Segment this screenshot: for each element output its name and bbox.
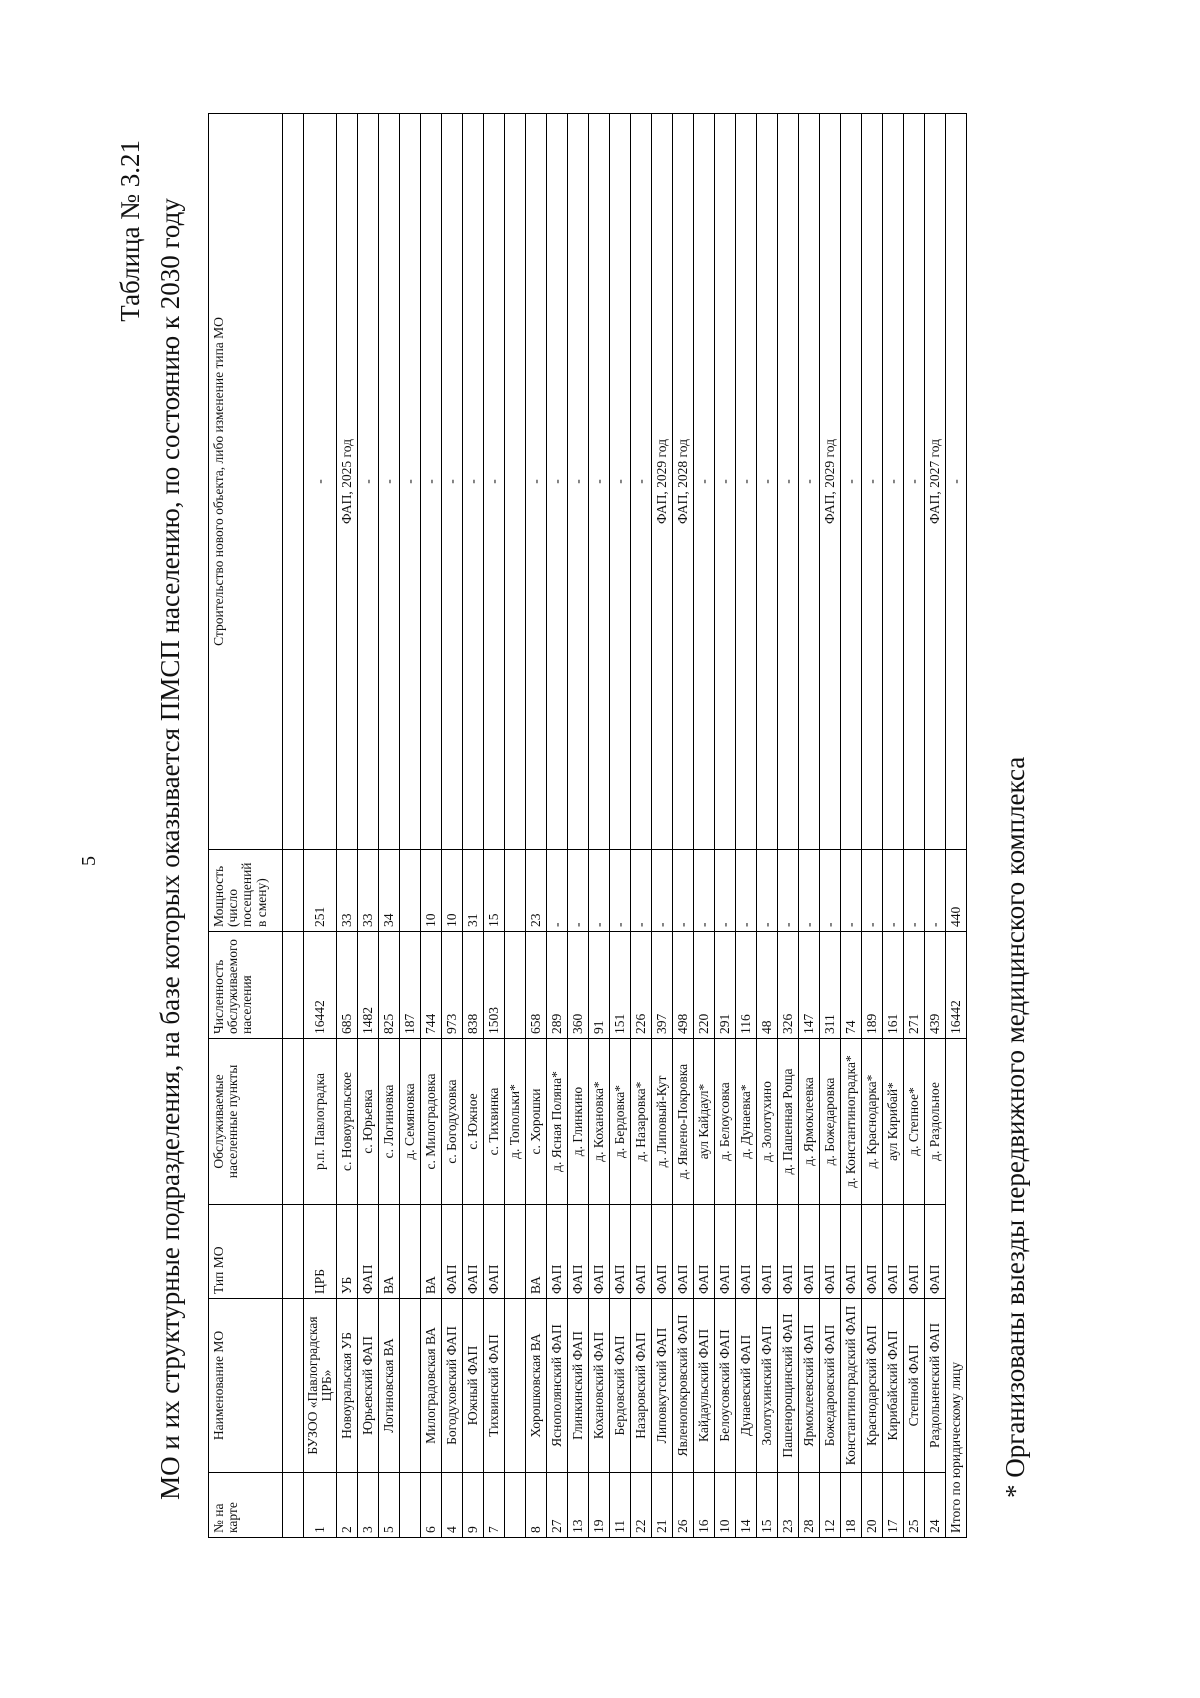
cell-population: 189 <box>862 932 883 1039</box>
cell-population: 151 <box>610 932 631 1039</box>
cell-name: Липовкутский ФАП <box>652 1299 673 1473</box>
cell-name: Дунаевский ФАП <box>736 1299 757 1473</box>
cell-settlement: д. Назаровка* <box>631 1039 652 1205</box>
cell-settlement: д. Белоусовка <box>715 1039 736 1205</box>
cell-build: ФАП, 2029 год <box>820 114 841 850</box>
cell-population: 187 <box>400 932 421 1039</box>
table-body <box>283 114 946 1538</box>
cell-capacity: - <box>547 850 568 932</box>
cell-population: 397 <box>652 932 673 1039</box>
table-row <box>547 114 568 1538</box>
cell-type: ФАП <box>589 1205 610 1299</box>
cell-name: Милоградовская ВА <box>421 1299 442 1473</box>
blank-cell <box>283 932 304 1039</box>
cell-capacity: 10 <box>442 850 463 932</box>
cell-name: Явленопокровский ФАП <box>673 1299 694 1473</box>
cell-settlement: д. Божедаровка <box>820 1039 841 1205</box>
cell-capacity: - <box>862 850 883 932</box>
cell-type: ФАП <box>610 1205 631 1299</box>
cell-name: Новоуральская УБ <box>337 1299 358 1473</box>
cell-num: 2 <box>337 1473 358 1538</box>
cell-type: ФАП <box>484 1205 505 1299</box>
blank-cell <box>283 1205 304 1299</box>
table-row <box>862 114 883 1538</box>
cell-name: Тихвинский ФАП <box>484 1299 505 1473</box>
cell-population: 360 <box>568 932 589 1039</box>
cell-type: ФАП <box>799 1205 820 1299</box>
cell-build: - <box>610 114 631 850</box>
cell-capacity: - <box>841 850 862 932</box>
cell-population: 289 <box>547 932 568 1039</box>
cell-settlement: аул Кайдаул* <box>694 1039 715 1205</box>
cell-population: 74 <box>841 932 862 1039</box>
cell-capacity: - <box>715 850 736 932</box>
table-row <box>568 114 589 1538</box>
cell-population: 16442 <box>304 932 337 1039</box>
cell-type: ФАП <box>358 1205 379 1299</box>
cell-name <box>400 1299 421 1473</box>
header-type: Тип МО <box>209 1205 283 1299</box>
blank-cell <box>283 850 304 932</box>
table-row <box>610 114 631 1538</box>
cell-settlement: д. Константиноградка* <box>841 1039 862 1205</box>
total-population: 16442 <box>946 932 967 1039</box>
cell-build: - <box>421 114 442 850</box>
cell-population: 311 <box>820 932 841 1039</box>
cell-settlement: д. Явлено-Покровка <box>673 1039 694 1205</box>
cell-settlement: д. Степное* <box>904 1039 925 1205</box>
cell-population: 658 <box>526 932 547 1039</box>
cell-population: 1503 <box>484 932 505 1039</box>
cell-num: 11 <box>610 1473 631 1538</box>
table-row <box>673 114 694 1538</box>
table-row <box>337 114 358 1538</box>
table-row <box>358 114 379 1538</box>
cell-num: 12 <box>820 1473 841 1538</box>
cell-num: 21 <box>652 1473 673 1538</box>
table-row <box>421 114 442 1538</box>
cell-population: 1482 <box>358 932 379 1039</box>
cell-num: 8 <box>526 1473 547 1538</box>
table-number: Таблица № 3.21 <box>115 140 145 322</box>
cell-build: - <box>526 114 547 850</box>
table-row <box>904 114 925 1538</box>
cell-build: - <box>799 114 820 850</box>
cell-capacity: - <box>673 850 694 932</box>
cell-num: 24 <box>925 1473 946 1538</box>
cell-num: 6 <box>421 1473 442 1538</box>
cell-population: 226 <box>631 932 652 1039</box>
table-row <box>652 114 673 1538</box>
cell-type: ФАП <box>442 1205 463 1299</box>
total-capacity: 440 <box>946 850 967 932</box>
cell-population: 838 <box>463 932 484 1039</box>
cell-type: ВА <box>421 1205 442 1299</box>
cell-num: 25 <box>904 1473 925 1538</box>
cell-settlement: д. Глинкино <box>568 1039 589 1205</box>
cell-capacity: - <box>883 850 904 932</box>
cell-capacity: 15 <box>484 850 505 932</box>
cell-type: ФАП <box>778 1205 799 1299</box>
cell-type: ЦРБ <box>304 1205 337 1299</box>
cell-settlement: с. Богодуховка <box>442 1039 463 1205</box>
table-row <box>442 114 463 1538</box>
cell-build: - <box>715 114 736 850</box>
cell-name: Золотухинский ФАП <box>757 1299 778 1473</box>
cell-name: Белоусовский ФАП <box>715 1299 736 1473</box>
cell-build: - <box>463 114 484 850</box>
cell-population: 973 <box>442 932 463 1039</box>
cell-num: 28 <box>799 1473 820 1538</box>
cell-num: 7 <box>484 1473 505 1538</box>
cell-name: Яснополянский ФАП <box>547 1299 568 1473</box>
cell-name: Ярмоклеевский ФАП <box>799 1299 820 1473</box>
cell-type: ФАП <box>862 1205 883 1299</box>
cell-population: 825 <box>379 932 400 1039</box>
table-row <box>400 114 421 1538</box>
cell-name: Глинкинский ФАП <box>568 1299 589 1473</box>
header-build: Строительство нового объекта, либо изменение типа МО <box>209 114 283 850</box>
cell-settlement: с. Новоуральское <box>337 1039 358 1205</box>
table-row <box>484 114 505 1538</box>
table-row-blank <box>283 114 304 1538</box>
cell-build: - <box>631 114 652 850</box>
cell-name: Назаровский ФАП <box>631 1299 652 1473</box>
cell-settlement: с. Южное <box>463 1039 484 1205</box>
cell-type: ВА <box>526 1205 547 1299</box>
blank-cell <box>283 114 304 850</box>
table-row <box>526 114 547 1538</box>
cell-build <box>505 114 526 850</box>
cell-build: - <box>304 114 337 850</box>
cell-build: ФАП, 2025 год <box>337 114 358 850</box>
cell-build: - <box>442 114 463 850</box>
cell-type: ФАП <box>820 1205 841 1299</box>
cell-settlement: д. Ярмоклеевка <box>799 1039 820 1205</box>
cell-settlement: с. Логиновка <box>379 1039 400 1205</box>
cell-build: - <box>904 114 925 850</box>
cell-type <box>505 1205 526 1299</box>
cell-build: - <box>400 114 421 850</box>
cell-type: ФАП <box>904 1205 925 1299</box>
cell-build: - <box>484 114 505 850</box>
table-row <box>778 114 799 1538</box>
cell-settlement: аул Кирибай* <box>883 1039 904 1205</box>
cell-settlement: д. Кохановка* <box>589 1039 610 1205</box>
cell-num: 27 <box>547 1473 568 1538</box>
table-row <box>820 114 841 1538</box>
cell-type: ФАП <box>463 1205 484 1299</box>
cell-population: 220 <box>694 932 715 1039</box>
cell-type: ФАП <box>694 1205 715 1299</box>
cell-settlement: д. Топольки* <box>505 1039 526 1205</box>
cell-num: 20 <box>862 1473 883 1538</box>
cell-build: ФАП, 2029 год <box>652 114 673 850</box>
facilities-table <box>208 113 967 1538</box>
cell-num: 15 <box>757 1473 778 1538</box>
table-total-row <box>946 114 967 1538</box>
cell-num: 13 <box>568 1473 589 1538</box>
cell-type: ФАП <box>757 1205 778 1299</box>
cell-population: 271 <box>904 932 925 1039</box>
cell-capacity: 251 <box>304 850 337 932</box>
cell-capacity: - <box>694 850 715 932</box>
table-caption: МО и их структурные подразделения, на базе которых оказывается ПМСП населению, по состоянию к 2030 году <box>155 198 185 1500</box>
cell-capacity: 33 <box>337 850 358 932</box>
cell-population: 91 <box>589 932 610 1039</box>
cell-build: - <box>736 114 757 850</box>
cell-settlement: д. Бердовка* <box>610 1039 631 1205</box>
cell-capacity: - <box>568 850 589 932</box>
header-num: № на карте <box>209 1473 283 1538</box>
cell-name: Кохановский ФАП <box>589 1299 610 1473</box>
table-row <box>379 114 400 1538</box>
cell-settlement: д. Дунаевка* <box>736 1039 757 1205</box>
header-capacity: Мощность (число посещений в смену) <box>209 850 283 932</box>
cell-capacity: - <box>757 850 778 932</box>
cell-capacity: - <box>631 850 652 932</box>
cell-population: 161 <box>883 932 904 1039</box>
cell-name: Кирибайский ФАП <box>883 1299 904 1473</box>
cell-build: - <box>778 114 799 850</box>
total-label: Итого по юридическому лицу <box>946 1039 967 1538</box>
cell-settlement: р.п. Павлоградка <box>304 1039 337 1205</box>
cell-num: 5 <box>379 1473 400 1538</box>
page-number: 5 <box>78 856 100 866</box>
cell-settlement: д. Раздольное <box>925 1039 946 1205</box>
blank-cell <box>283 1299 304 1473</box>
table-row <box>304 114 337 1538</box>
cell-num: 18 <box>841 1473 862 1538</box>
cell-num: 9 <box>463 1473 484 1538</box>
cell-type: ФАП <box>652 1205 673 1299</box>
cell-type: ФАП <box>883 1205 904 1299</box>
cell-population: 147 <box>799 932 820 1039</box>
blank-cell <box>283 1039 304 1205</box>
cell-type: ФАП <box>736 1205 757 1299</box>
cell-population: 326 <box>778 932 799 1039</box>
footnote: * Организованы выезды передвижного медицинского комплекса <box>1000 756 1030 1498</box>
cell-name: Хорошковская ВА <box>526 1299 547 1473</box>
cell-num: 14 <box>736 1473 757 1538</box>
cell-build: - <box>694 114 715 850</box>
cell-build: ФАП, 2027 год <box>925 114 946 850</box>
cell-num: 22 <box>631 1473 652 1538</box>
cell-num: 23 <box>778 1473 799 1538</box>
cell-capacity: 34 <box>379 850 400 932</box>
cell-capacity: - <box>736 850 757 932</box>
cell-build: - <box>862 114 883 850</box>
cell-capacity: 31 <box>463 850 484 932</box>
cell-name <box>505 1299 526 1473</box>
header-name: Наименование МО <box>209 1299 283 1473</box>
cell-name: Божедаровский ФАП <box>820 1299 841 1473</box>
cell-population: 498 <box>673 932 694 1039</box>
cell-name: Кайдаульский ФАП <box>694 1299 715 1473</box>
cell-name: Степной ФАП <box>904 1299 925 1473</box>
table-row <box>841 114 862 1538</box>
cell-num: 3 <box>358 1473 379 1538</box>
cell-settlement: д. Семяновка <box>400 1039 421 1205</box>
cell-num: 26 <box>673 1473 694 1538</box>
cell-capacity: - <box>610 850 631 932</box>
cell-name: Бердовский ФАП <box>610 1299 631 1473</box>
cell-num: 1 <box>304 1473 337 1538</box>
cell-capacity: - <box>904 850 925 932</box>
cell-name: Логиновская ВА <box>379 1299 400 1473</box>
cell-num <box>400 1473 421 1538</box>
cell-name: Богодуховский ФАП <box>442 1299 463 1473</box>
table-row <box>925 114 946 1538</box>
cell-settlement: д. Золотухино <box>757 1039 778 1205</box>
table-row <box>736 114 757 1538</box>
cell-capacity <box>505 850 526 932</box>
cell-type: ФАП <box>568 1205 589 1299</box>
cell-population: 116 <box>736 932 757 1039</box>
cell-capacity: - <box>799 850 820 932</box>
table-row <box>631 114 652 1538</box>
cell-build: - <box>757 114 778 850</box>
cell-build: - <box>547 114 568 850</box>
cell-settlement: д. Липовый-Кут <box>652 1039 673 1205</box>
cell-type <box>400 1205 421 1299</box>
blank-cell <box>283 1473 304 1538</box>
cell-build: - <box>841 114 862 850</box>
cell-type: ФАП <box>673 1205 694 1299</box>
cell-build: - <box>379 114 400 850</box>
cell-num: 4 <box>442 1473 463 1538</box>
cell-population: 439 <box>925 932 946 1039</box>
cell-capacity: - <box>925 850 946 932</box>
cell-name: БУЗОО «Павлоградская ЦРБ» <box>304 1299 337 1473</box>
cell-settlement: д. Ясная Поляна* <box>547 1039 568 1205</box>
cell-settlement: с. Хорошки <box>526 1039 547 1205</box>
cell-capacity: - <box>652 850 673 932</box>
cell-type: ВА <box>379 1205 400 1299</box>
cell-type: ФАП <box>925 1205 946 1299</box>
cell-settlement: с. Тихвинка <box>484 1039 505 1205</box>
cell-type: ФАП <box>547 1205 568 1299</box>
cell-type: ФАП <box>841 1205 862 1299</box>
cell-name: Краснодарский ФАП <box>862 1299 883 1473</box>
cell-type: ФАП <box>631 1205 652 1299</box>
cell-capacity: 23 <box>526 850 547 932</box>
cell-capacity: - <box>589 850 610 932</box>
cell-capacity: 33 <box>358 850 379 932</box>
cell-population: 48 <box>757 932 778 1039</box>
cell-name: Южный ФАП <box>463 1299 484 1473</box>
cell-capacity: - <box>778 850 799 932</box>
cell-capacity: - <box>820 850 841 932</box>
cell-build: - <box>568 114 589 850</box>
cell-type: УБ <box>337 1205 358 1299</box>
table-row <box>589 114 610 1538</box>
cell-settlement: с. Милоградовка <box>421 1039 442 1205</box>
cell-build: - <box>883 114 904 850</box>
cell-num: 10 <box>715 1473 736 1538</box>
table-row <box>505 114 526 1538</box>
cell-num <box>505 1473 526 1538</box>
cell-num: 17 <box>883 1473 904 1538</box>
table-row <box>799 114 820 1538</box>
cell-settlement: д. Пашенная Роща <box>778 1039 799 1205</box>
table-row <box>694 114 715 1538</box>
cell-population: 291 <box>715 932 736 1039</box>
header-population: Численность обслуживаемого населения <box>209 932 283 1039</box>
cell-population <box>505 932 526 1039</box>
cell-type: ФАП <box>715 1205 736 1299</box>
cell-name: Пашенорощинский ФАП <box>778 1299 799 1473</box>
cell-settlement: д. Краснодарка* <box>862 1039 883 1205</box>
cell-capacity: 10 <box>421 850 442 932</box>
cell-name: Раздольненский ФАП <box>925 1299 946 1473</box>
cell-build: - <box>358 114 379 850</box>
total-build: - <box>946 114 967 850</box>
table-row <box>757 114 778 1538</box>
cell-name: Юрьевский ФАП <box>358 1299 379 1473</box>
cell-population: 685 <box>337 932 358 1039</box>
cell-num: 19 <box>589 1473 610 1538</box>
cell-build: - <box>589 114 610 850</box>
header-settlements: Обслуживаемые населенные пункты <box>209 1039 283 1205</box>
cell-build: ФАП, 2028 год <box>673 114 694 850</box>
table-row <box>883 114 904 1538</box>
cell-settlement: с. Юрьевка <box>358 1039 379 1205</box>
table-row <box>463 114 484 1538</box>
table-row <box>715 114 736 1538</box>
table-header-row <box>209 114 283 1538</box>
cell-name: Константиноградский ФАП <box>841 1299 862 1473</box>
cell-population: 744 <box>421 932 442 1039</box>
cell-num: 16 <box>694 1473 715 1538</box>
cell-capacity <box>400 850 421 932</box>
